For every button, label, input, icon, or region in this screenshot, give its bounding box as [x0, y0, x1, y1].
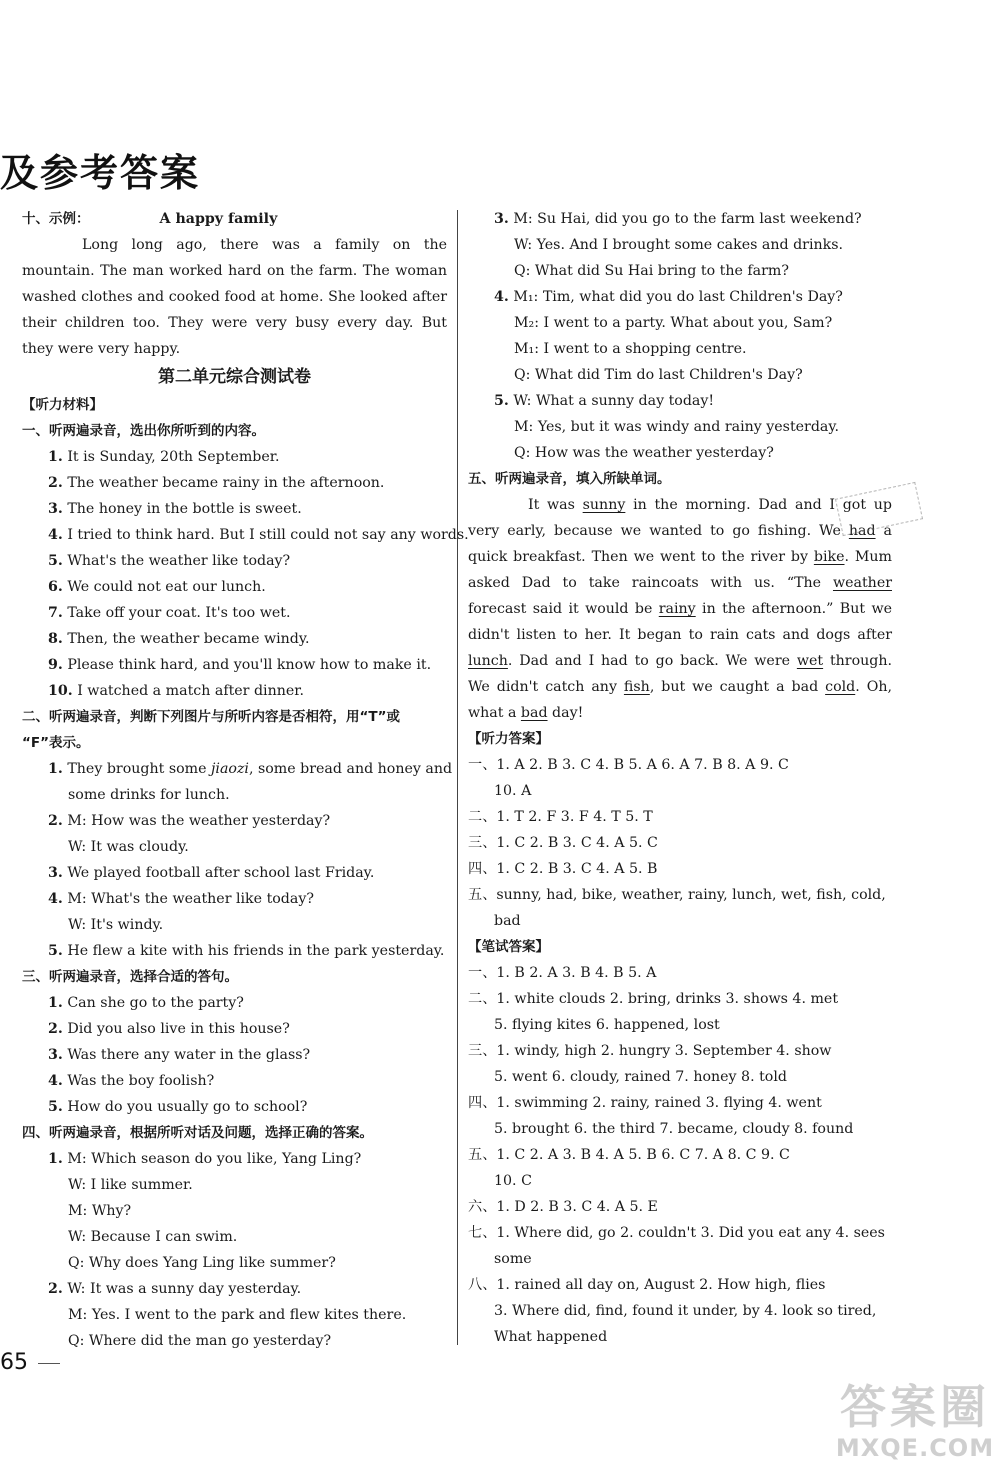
- item-number: 3.: [494, 211, 509, 227]
- answer-word: rainy: [658, 601, 696, 617]
- item-text: I watched a match after dinner.: [72, 683, 304, 699]
- answer-line: 一、1. B 2. A 3. B 4. B 5. A: [468, 965, 657, 981]
- answer-line: 三、1. windy, high 2. hungry 3. September 4. show: [468, 1043, 832, 1059]
- item-number: 4.: [494, 289, 509, 305]
- watermark-site: MXQE.COM: [835, 1434, 995, 1462]
- list-item: M₁: I went to a shopping centre.: [514, 341, 747, 357]
- answer-word: fish: [623, 679, 650, 695]
- answer-line: 10. C: [494, 1173, 532, 1189]
- item-text: We could not eat our lunch.: [62, 579, 266, 595]
- item-text: It is Sunday, 20th September.: [62, 449, 280, 465]
- watermark-logo-text: 答案圈: [840, 1380, 990, 1434]
- right-column: [468, 206, 892, 1350]
- item-text: M: Which season do you like, Yang Ling?: [62, 1151, 362, 1167]
- answer-word: sunny: [582, 497, 626, 513]
- answer-word: weather: [832, 575, 892, 591]
- list-item: W: I like summer.: [68, 1177, 193, 1193]
- list-item: some drinks for lunch.: [68, 787, 230, 803]
- item-text: M: Su Hai, did you go to the farm last weekend?: [508, 211, 862, 227]
- list-item: W: It was cloudy.: [68, 839, 189, 855]
- q5-passage: It was sunny in the morning. Dad and I got up very early, because we wanted to go fishing. We had a quick breakfast. Then we went to the river by bike. Mum asked Dad to take raincoats with us. “The weather forecast said it would be rainy in the afternoon.” But we didn't listen to her. It began to rain cats and dogs after lunch. Dad and I had to go back. We were wet through. We didn't catch any fish, but we caught a bad cold. Oh, what a bad day!: [468, 497, 893, 721]
- essay-label: 十、示例：: [22, 211, 90, 227]
- item-text: Can she go to the party?: [62, 995, 244, 1011]
- list-item: 3. We played football after school last Friday.: [48, 865, 375, 881]
- item-number: 8.: [48, 631, 63, 647]
- list-item: W: Because I can swim.: [68, 1229, 238, 1245]
- list-item: [468, 206, 892, 232]
- q4-heading: 四、听两遍录音，根据所听对话及问题，选择正确的答案。: [22, 1125, 373, 1141]
- watermark: [830, 1380, 1000, 1465]
- item-number: 2.: [48, 1281, 63, 1297]
- essay-body: Long long ago, there was a family on the mountain. The man worked hard on the farm. The woman washed clothes and cooked food at home. She looked after their children too. They were very busy every day. But they were very happy.: [22, 237, 447, 357]
- answer-line: 五、1. C 2. A 3. B 4. A 5. B 6. C 7. A 8. C 9. C: [468, 1147, 790, 1163]
- italic-word: jiaozi: [211, 761, 249, 777]
- list-item: M: Why?: [68, 1203, 132, 1219]
- answer-word: had: [848, 523, 876, 539]
- list-item: Q: How was the weather yesterday?: [514, 445, 774, 461]
- list-item: [22, 1042, 447, 1068]
- list-item: 2. M: How was the weather yesterday?: [48, 813, 331, 829]
- item-text: What's the weather like today?: [62, 553, 291, 569]
- answer-line: 七、1. Where did, go 2. couldn't 3. Did you eat any 4. sees: [468, 1225, 885, 1241]
- item-number: 5.: [48, 553, 63, 569]
- answer-line: 10. A: [494, 783, 532, 799]
- item-number: 5.: [494, 393, 509, 409]
- list-item: [22, 470, 447, 496]
- list-item: [22, 626, 447, 652]
- written-answers: [468, 960, 892, 1350]
- answer-line: 二、1. T 2. F 3. F 4. T 5. T: [468, 809, 653, 825]
- item-number: 9.: [48, 657, 63, 673]
- left-column: [22, 206, 469, 1354]
- q3-list: [22, 990, 447, 1120]
- item-number: 7.: [48, 605, 63, 621]
- answer-line: 六、1. D 2. B 3. C 4. A 5. E: [468, 1199, 658, 1215]
- q2-heading-b: “F”表示。: [22, 735, 90, 751]
- answer-word: cold: [825, 679, 856, 695]
- answer-line: 三、1. C 2. B 3. C 4. A 5. C: [468, 835, 658, 851]
- answer-line: 四、1. swimming 2. rainy, rained 3. flying 4. went: [468, 1095, 822, 1111]
- list-item: M: Yes, but it was windy and rainy yesterday.: [514, 419, 840, 435]
- item-number: 10.: [48, 683, 73, 699]
- list-item: [22, 574, 447, 600]
- list-item: [22, 496, 447, 522]
- q2-heading-a: 二、听两遍录音，判断下列图片与所听内容是否相符，用“T”或: [22, 709, 400, 725]
- item-text: How do you usually go to school?: [62, 1099, 308, 1115]
- q4-left-list: [22, 1146, 447, 1354]
- answer-line: 3. Where did, find, found it under, by 4. look so tired,: [494, 1303, 877, 1319]
- item-number: 4.: [48, 1073, 63, 1089]
- answer-line: bad: [494, 913, 521, 929]
- answer-line: What happened: [494, 1329, 608, 1345]
- list-item: 4. M: What's the weather like today?: [48, 891, 314, 907]
- list-item: Q: What did Su Hai bring to the farm?: [514, 263, 789, 279]
- answer-line: some: [494, 1251, 532, 1267]
- item-text: The weather became rainy in the afternoon.: [62, 475, 385, 491]
- section-title: 第二单元综合测试卷: [158, 367, 311, 387]
- item-number: 5.: [48, 1099, 63, 1115]
- list-item: Q: What did Tim do last Children's Day?: [514, 367, 803, 383]
- item-text: Did you also live in this house?: [62, 1021, 290, 1037]
- answer-word: bike: [813, 549, 845, 565]
- item-text: Please think hard, and you'll know how to make it.: [62, 657, 432, 673]
- listening-answers-label: 【听力答案】: [468, 731, 549, 747]
- item-number: 6.: [48, 579, 63, 595]
- answer-line: 八、1. rained all day on, August 2. How high, flies: [468, 1277, 826, 1293]
- q3-heading: 三、听两遍录音，选择合适的答句。: [22, 969, 238, 985]
- item-number: 2.: [48, 1021, 63, 1037]
- item-text: M₁: Tim, what did you do last Children's Day?: [508, 289, 843, 305]
- list-item: [468, 388, 892, 414]
- answer-word: wet: [796, 653, 824, 669]
- answer-word: bad: [520, 705, 548, 721]
- list-item: [22, 522, 469, 548]
- list-item: Q: Why does Yang Ling like summer?: [68, 1255, 336, 1271]
- list-item: [22, 1276, 447, 1302]
- item-text: I tried to think hard. But I still could not say any words.: [62, 527, 469, 543]
- list-item: M₂: I went to a party. What about you, Sam?: [514, 315, 833, 331]
- item-text: W: What a sunny day today!: [508, 393, 715, 409]
- item-text: The honey in the bottle is sweet.: [62, 501, 302, 517]
- list-item: [22, 652, 447, 678]
- item-number: 1.: [48, 995, 63, 1011]
- list-item: W: It's windy.: [68, 917, 164, 933]
- column-divider: [457, 210, 458, 1345]
- list-item: Q: Where did the man go yesterday?: [68, 1333, 332, 1349]
- q1-heading: 一、听两遍录音，选出你所听到的内容。: [22, 423, 265, 439]
- list-item: [22, 1146, 447, 1172]
- list-item: [22, 990, 447, 1016]
- list-item: W: Yes. And I brought some cakes and drinks.: [514, 237, 844, 253]
- q5-heading: 五、听两遍录音，填入所缺单词。: [468, 471, 671, 487]
- essay-header: [22, 206, 447, 232]
- answer-line: 二、1. white clouds 2. bring, drinks 3. shows 4. met: [468, 991, 839, 1007]
- listening-answers: [468, 752, 892, 934]
- list-item: 1. They brought some jiaozi, some bread and honey and: [48, 761, 453, 777]
- written-answers-label: 【笔试答案】: [468, 939, 549, 955]
- list-item: 5. He flew a kite with his friends in the park yesterday.: [48, 943, 445, 959]
- page-number: 65: [0, 1350, 28, 1375]
- item-number: 2.: [48, 475, 63, 491]
- list-item: [468, 284, 892, 310]
- q4-right-list: [468, 206, 892, 466]
- item-text: Was there any water in the glass?: [62, 1047, 311, 1063]
- list-item: [22, 444, 447, 470]
- page-dash: [38, 1363, 60, 1364]
- list-item: [22, 678, 447, 704]
- item-text: W: It was a sunny day yesterday.: [62, 1281, 302, 1297]
- list-item: [22, 600, 447, 626]
- essay-title: A happy family: [159, 211, 278, 227]
- item-number: 1.: [48, 449, 63, 465]
- list-item: [22, 1068, 447, 1094]
- answer-line: 5. went 6. cloudy, rained 7. honey 8. told: [494, 1069, 787, 1085]
- page-title: 及参考答案: [0, 151, 201, 195]
- answer-word: lunch: [468, 653, 508, 669]
- item-text: Was the boy foolish?: [62, 1073, 215, 1089]
- answer-line: 5. flying kites 6. happened, lost: [494, 1017, 720, 1033]
- item-text: Then, the weather became windy.: [62, 631, 310, 647]
- list-item: M: Yes. I went to the park and flew kites there.: [68, 1307, 407, 1323]
- listening-material-label: 【听力材料】: [22, 397, 103, 413]
- item-number: 3.: [48, 501, 63, 517]
- answer-line: 五、sunny, had, bike, weather, rainy, lunch, wet, fish, cold,: [468, 887, 886, 903]
- answer-line: 一、1. A 2. B 3. C 4. B 5. A 6. A 7. B 8. A 9. C: [468, 757, 789, 773]
- item-number: 1.: [48, 1151, 63, 1167]
- item-number: 3.: [48, 1047, 63, 1063]
- list-item: [22, 1016, 447, 1042]
- answer-line: 5. brought 6. the third 7. became, cloudy 8. found: [494, 1121, 854, 1137]
- list-item: [22, 1094, 447, 1120]
- item-text: Take off your coat. It's too wet.: [62, 605, 291, 621]
- item-number: 4.: [48, 527, 63, 543]
- answer-line: 四、1. C 2. B 3. C 4. A 5. B: [468, 861, 658, 877]
- list-item: [22, 548, 447, 574]
- q1-list: [22, 444, 469, 704]
